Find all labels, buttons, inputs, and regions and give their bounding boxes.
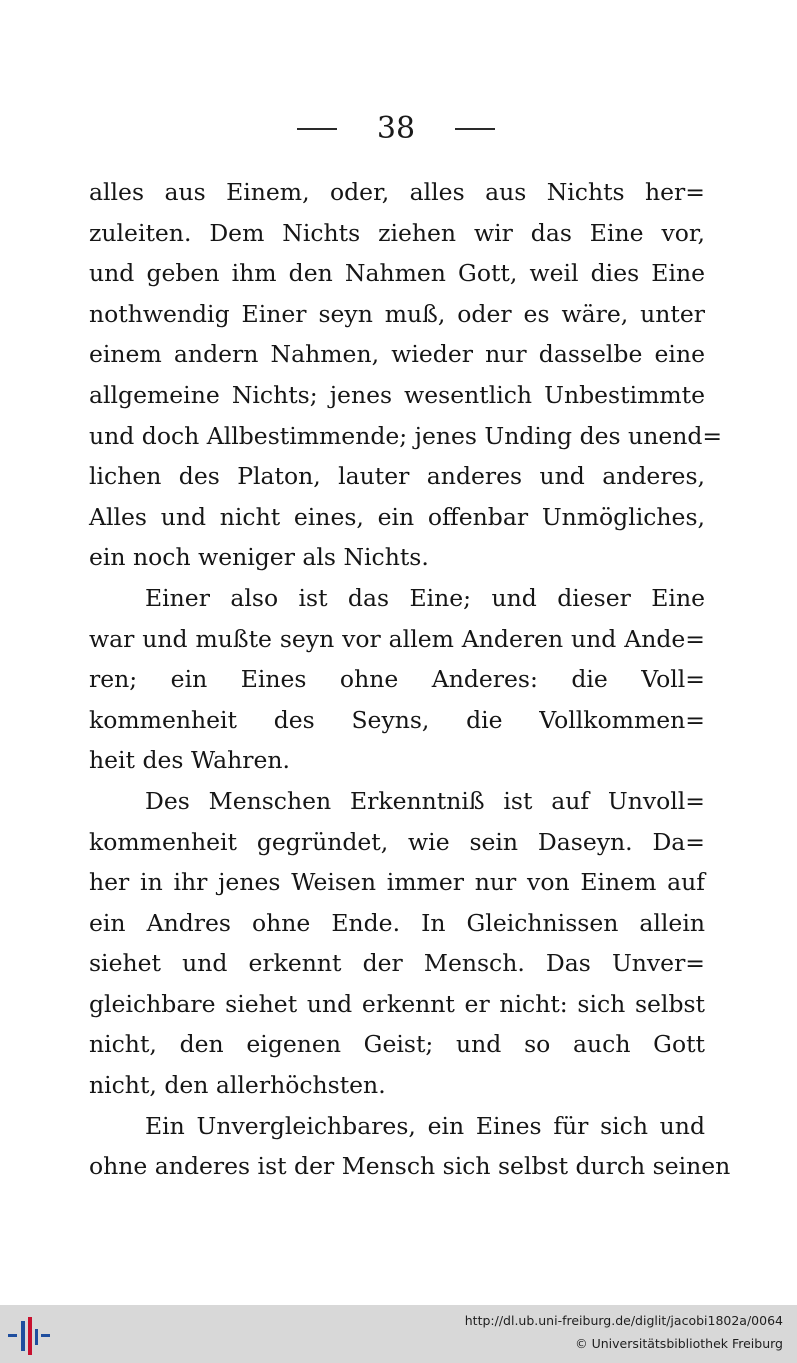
copyright-notice: © Universitätsbibliothek Freiburg <box>575 1336 783 1351</box>
source-url[interactable]: http://dl.ub.uni-freiburg.de/diglit/jacobi1802a/0064 <box>464 1313 783 1328</box>
text-line: Des Menschen Erkenntniß ist auf Unvoll= <box>145 786 705 815</box>
paragraph-2 <box>89 578 705 781</box>
text-line: und doch Allbestimmende; jenes Unding des unend= <box>89 421 723 450</box>
paragraph-4 <box>89 1106 731 1187</box>
text-line: war und mußte seyn vor allem Anderen und Ande= <box>89 624 705 653</box>
text-line: Ein Unvergleichbares, ein Eines für sich und <box>145 1111 705 1140</box>
paragraph-3 <box>89 781 705 1106</box>
text-line: einem andern Nahmen, wieder nur dasselbe eine <box>89 340 705 369</box>
text-line: nicht, den allerhöchsten. <box>89 1071 386 1100</box>
viewer-footer <box>0 1305 797 1363</box>
text-line: ein Andres ohne Ende. In Gleichnissen allein <box>89 908 705 937</box>
text-line: ren; ein Eines ohne Anderes: die Voll= <box>89 665 705 694</box>
text-line: alles aus Einem, oder, alles aus Nichts her= <box>89 178 705 206</box>
text-line: ohne anderes ist der Mensch sich selbst durch seinen <box>89 1152 731 1181</box>
text-line: zuleiten. Dem Nichts ziehen wir das Eine vor, <box>89 218 705 247</box>
page-number-dash-right <box>455 128 495 130</box>
text-line: siehet und erkennt der Mensch. Das Unver= <box>89 949 705 978</box>
text-line: und geben ihm den Nahmen Gott, weil dies Eine <box>89 259 705 288</box>
text-line: nicht, den eigenen Geist; und so auch Gott <box>89 1030 705 1059</box>
text-line: nothwendig Einer seyn muß, oder es wäre, unter <box>89 299 705 328</box>
page-number: 38 <box>376 111 416 146</box>
page-number-dash-left <box>297 128 337 130</box>
paragraph-1 <box>89 172 723 578</box>
ub-freiburg-logo-icon <box>8 1315 50 1355</box>
body-text <box>89 172 731 1187</box>
text-line: her in ihr jenes Weisen immer nur von Einem auf <box>89 868 705 897</box>
text-line: lichen des Platon, lauter anderes und anderes, <box>89 462 705 491</box>
text-line: kommenheit des Seyns, die Vollkommen= <box>89 705 705 734</box>
text-line: gleichbare siehet und erkennt er nicht: sich selbst <box>89 989 705 1018</box>
page-header <box>0 112 797 148</box>
text-line: kommenheit gegründet, wie sein Daseyn. Da= <box>89 827 705 856</box>
text-line: Einer also ist das Eine; und dieser Eine <box>145 583 705 612</box>
text-line: allgemeine Nichts; jenes wesentlich Unbestimmte <box>89 380 705 409</box>
text-line: Alles und nicht eines, ein offenbar Unmögliches, <box>89 502 705 531</box>
text-line: heit des Wahren. <box>89 746 290 775</box>
text-line: ein noch weniger als Nichts. <box>89 543 429 572</box>
